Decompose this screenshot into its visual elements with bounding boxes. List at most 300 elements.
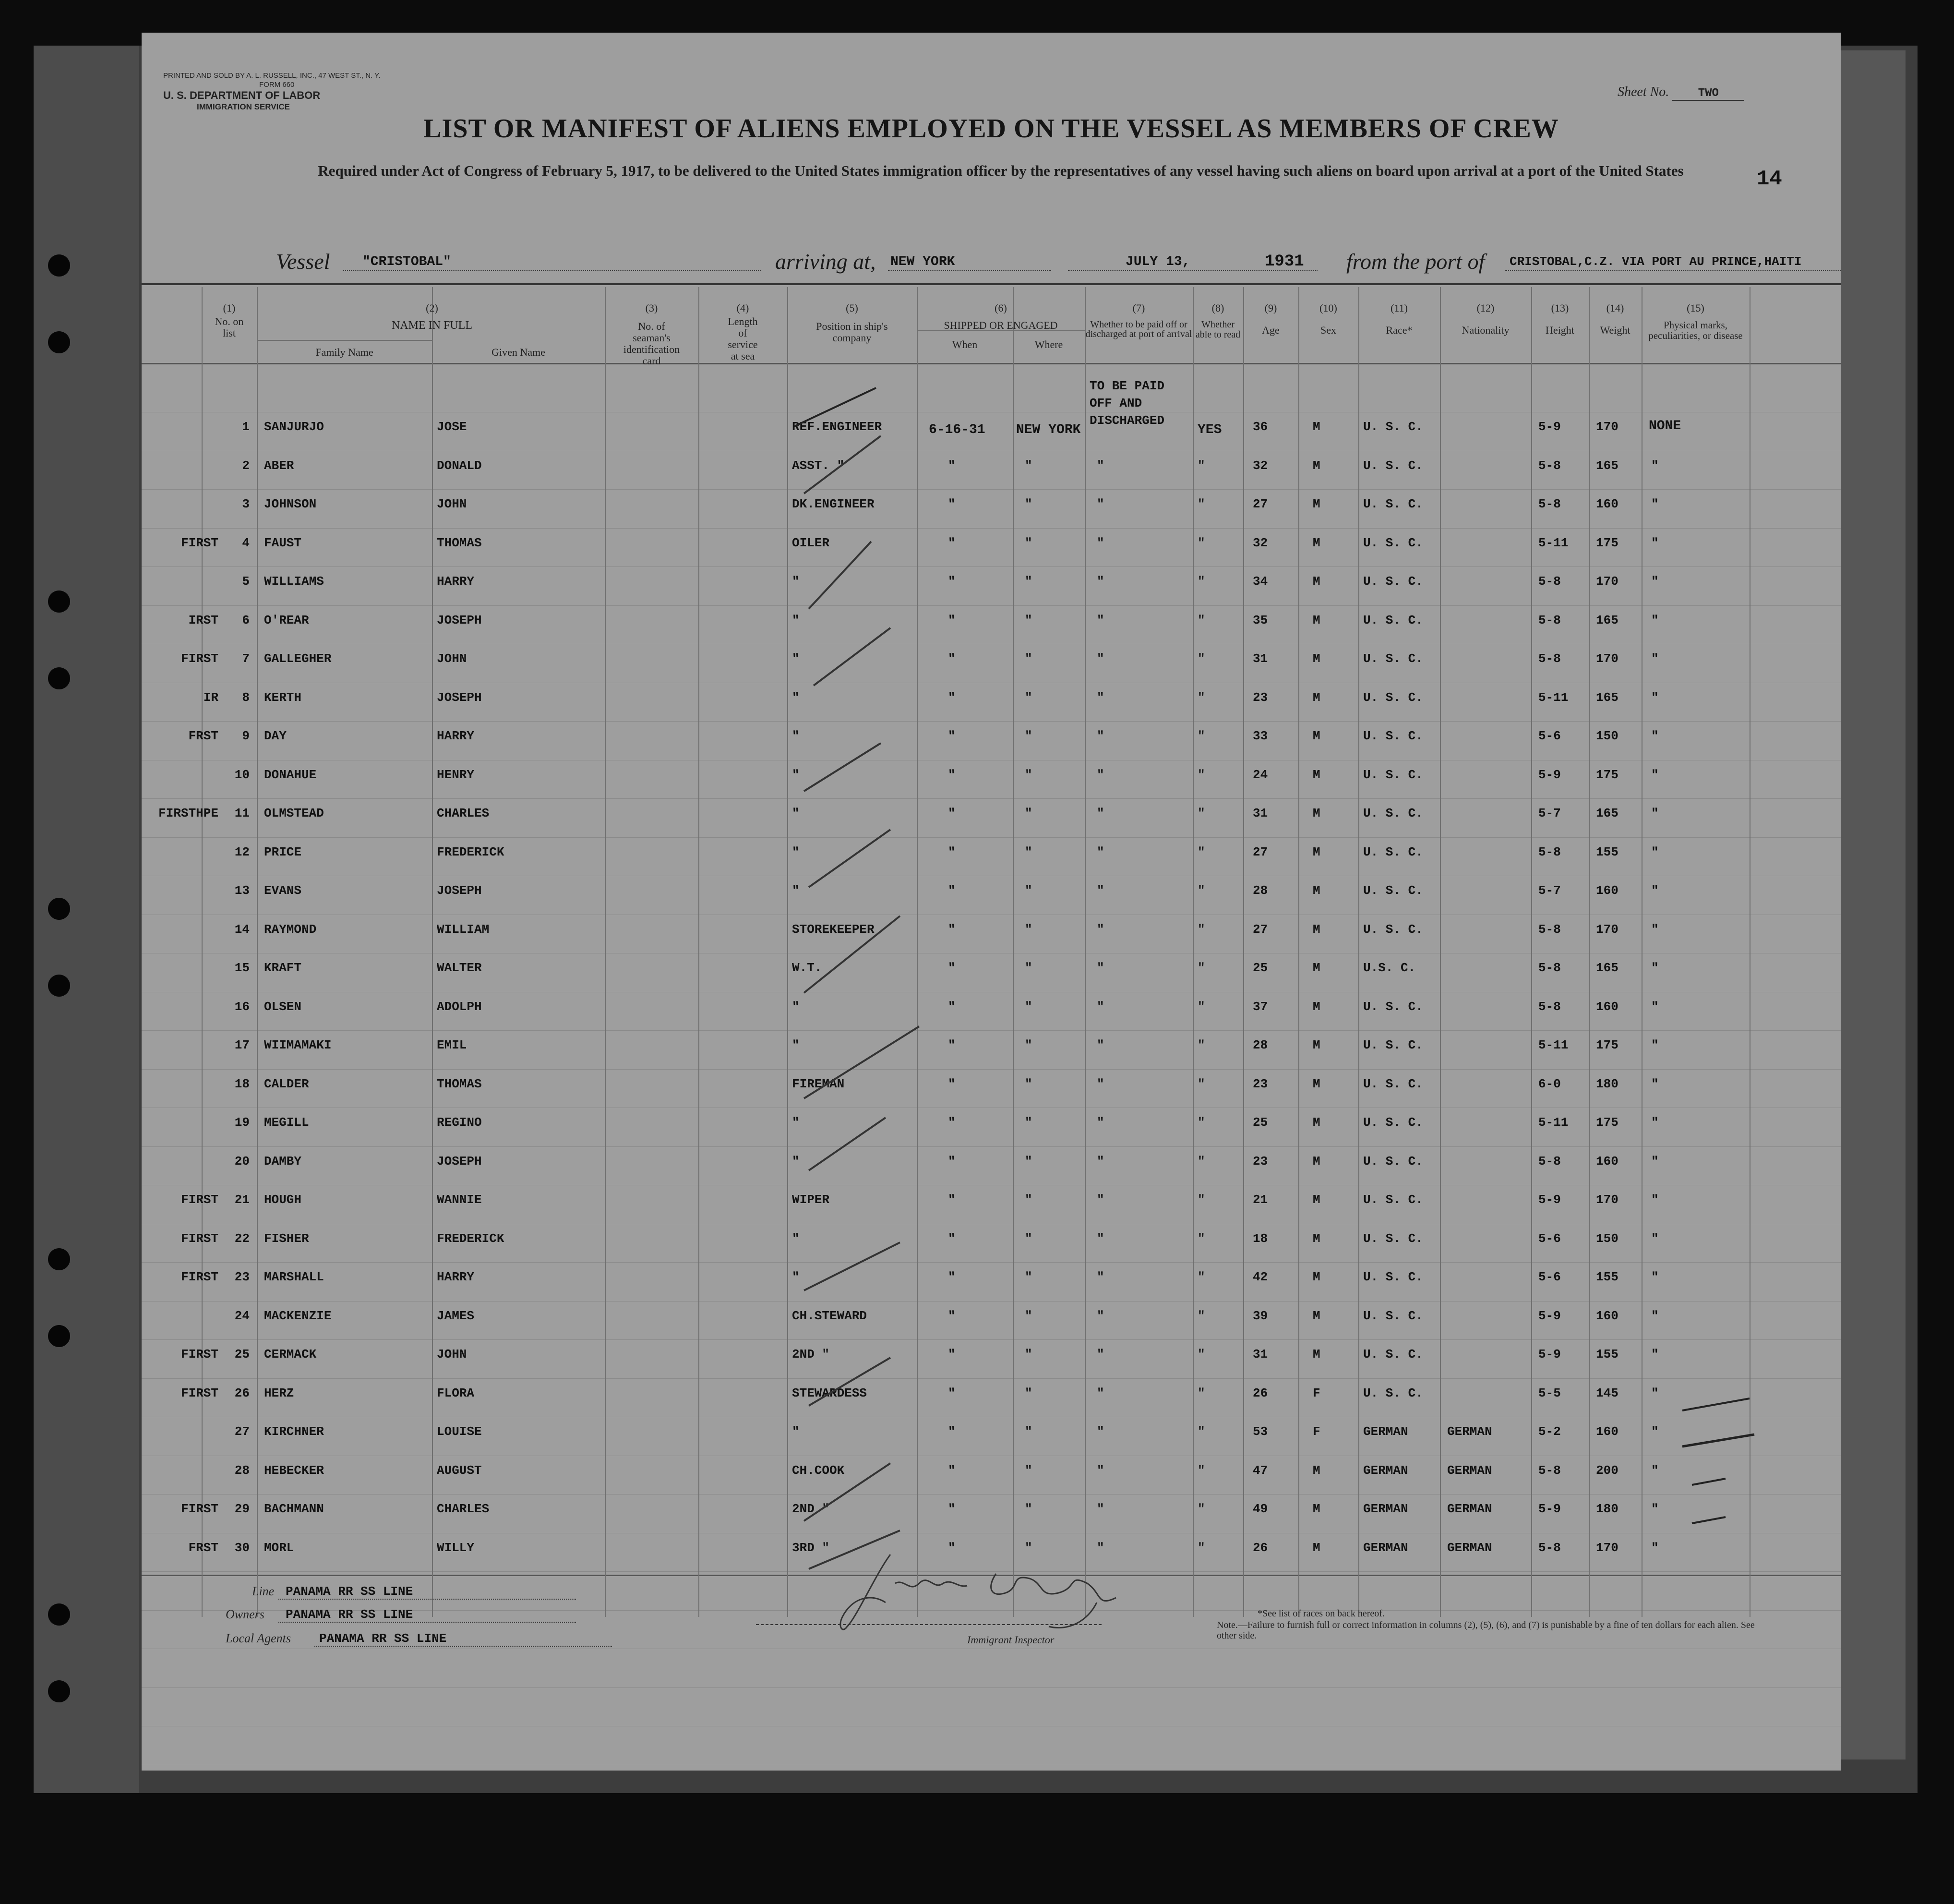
- race: U. S. C.: [1363, 1386, 1423, 1400]
- age: 28: [1253, 883, 1268, 898]
- weight: 155: [1596, 1347, 1618, 1362]
- given-name: FREDERICK: [437, 844, 504, 859]
- col-11-title: Race*: [1386, 324, 1413, 336]
- marks-ditto: ": [1651, 1115, 1659, 1130]
- position: STOREKEEPER: [792, 922, 875, 937]
- ditto-mark: ": [948, 574, 956, 589]
- col-15-number: (15): [1687, 302, 1704, 314]
- ditto-mark: ": [1097, 729, 1104, 743]
- weight: 165: [1596, 458, 1618, 473]
- family-name: JOHNSON: [264, 497, 317, 511]
- marks-ditto: ": [1651, 458, 1659, 473]
- col-3-header: [605, 302, 698, 367]
- ditto-mark: ": [1198, 613, 1205, 627]
- sex: M: [1313, 961, 1320, 975]
- position: ": [792, 651, 800, 666]
- row-number: 25: [234, 1347, 250, 1362]
- document-subtitle: Required under Act of Congress of February 5, 1917, to be delivered to the United States immigration officer by the representatives of any vessel having such aliens on board upon arrival at a port of the United States: [318, 162, 1684, 179]
- binder-hole: [48, 331, 70, 353]
- row-number: 4: [242, 535, 250, 550]
- family-name: DAMBY: [264, 1154, 302, 1169]
- row1-read: YES: [1198, 422, 1222, 437]
- ditto-mark: ": [948, 1270, 956, 1284]
- sex: M: [1313, 497, 1320, 511]
- age: 18: [1253, 1231, 1268, 1246]
- ditto-mark: ": [1198, 1308, 1205, 1323]
- col-2-number: (2): [426, 302, 438, 314]
- marks-ditto: ": [1651, 574, 1659, 589]
- ditto-mark: ": [1025, 497, 1032, 511]
- given-name: REGINO: [437, 1115, 482, 1130]
- ditto-mark: ": [1025, 1424, 1032, 1439]
- sex: M: [1313, 729, 1320, 743]
- sex: F: [1313, 1424, 1320, 1439]
- col-7-header: [1085, 302, 1193, 339]
- marks-ditto: ": [1651, 883, 1659, 898]
- weight: 165: [1596, 690, 1618, 705]
- row-note: FIRST: [180, 1193, 218, 1207]
- position: ": [792, 1424, 800, 1439]
- marks-ditto: ": [1651, 1076, 1659, 1091]
- given-name: JOSEPH: [437, 1154, 482, 1169]
- weight: 180: [1596, 1076, 1618, 1091]
- race: U. S. C.: [1363, 1038, 1423, 1052]
- height: 5-6: [1538, 1270, 1561, 1284]
- col-15-header: [1642, 302, 1750, 341]
- nationality: GERMAN: [1447, 1424, 1492, 1439]
- given-name: WILLIAM: [437, 922, 490, 937]
- sex: M: [1313, 922, 1320, 937]
- col-12-number: (12): [1476, 302, 1495, 314]
- ditto-mark: ": [1198, 1076, 1205, 1091]
- position: FIREMAN: [792, 1076, 845, 1091]
- marks-pen-strokes: [1663, 1377, 1807, 1550]
- col-10-number: (10): [1319, 302, 1337, 314]
- printer-text: PRINTED AND SOLD BY A. L. RUSSELL, INC., 47 WEST ST., N. Y.: [163, 72, 381, 80]
- given-name: ADOLPH: [437, 999, 482, 1014]
- family-name: ABER: [264, 458, 294, 473]
- race: GERMAN: [1363, 1502, 1408, 1516]
- height: 5-8: [1538, 1154, 1561, 1169]
- age: 34: [1253, 574, 1268, 589]
- marks-ditto: ": [1651, 1038, 1659, 1052]
- row-number: 8: [242, 690, 250, 705]
- position: ": [792, 767, 800, 782]
- height: 5-9: [1538, 1193, 1561, 1207]
- given-name: FREDERICK: [437, 1231, 504, 1246]
- col-1-number: (1): [223, 302, 236, 314]
- weight: 160: [1596, 1424, 1618, 1439]
- binder-hole: [48, 1325, 70, 1347]
- from-port: CRISTOBAL,C.Z. VIA PORT AU PRINCE,HAITI: [1510, 254, 1802, 269]
- sex: M: [1313, 690, 1320, 705]
- document-title: LIST OR MANIFEST OF ALIENS EMPLOYED ON THE VESSEL AS MEMBERS OF CREW: [423, 114, 1559, 144]
- position: ": [792, 999, 800, 1014]
- owners-label: Owners: [226, 1607, 264, 1621]
- ditto-mark: ": [1198, 1231, 1205, 1246]
- ditto-mark: ": [948, 1463, 956, 1478]
- position: CH.COOK: [792, 1463, 845, 1478]
- binder-hole: [48, 667, 70, 689]
- marks-ditto: ": [1651, 922, 1659, 937]
- family-name: HEBECKER: [264, 1463, 324, 1478]
- ditto-mark: ": [948, 806, 956, 820]
- col-4-header: [698, 302, 787, 362]
- agents-value: PANAMA RR SS LINE: [319, 1631, 447, 1646]
- binder-hole: [48, 898, 70, 920]
- binder-hole: [48, 1680, 70, 1702]
- given-name: JOSEPH: [437, 883, 482, 898]
- height: 5-7: [1538, 806, 1561, 820]
- ditto-mark: ": [1097, 1308, 1104, 1323]
- race: U. S. C.: [1363, 574, 1423, 589]
- ditto-mark: ": [1025, 1502, 1032, 1516]
- ditto-mark: ": [948, 1502, 956, 1516]
- height: 5-8: [1538, 497, 1561, 511]
- arriving-port: NEW YORK: [890, 254, 955, 269]
- ditto-mark: ": [948, 1424, 956, 1439]
- row-number: 24: [234, 1308, 250, 1323]
- sex: M: [1313, 1308, 1320, 1323]
- ditto-mark: ": [948, 1154, 956, 1169]
- sex: M: [1313, 999, 1320, 1014]
- ditto-mark: ": [1025, 613, 1032, 627]
- sex: M: [1313, 1347, 1320, 1362]
- marks-ditto: ": [1651, 497, 1659, 511]
- row-number: 3: [242, 497, 250, 511]
- nationality: GERMAN: [1447, 1463, 1492, 1478]
- race: U. S. C.: [1363, 535, 1423, 550]
- ditto-mark: ": [948, 1347, 956, 1362]
- race: U. S. C.: [1363, 420, 1423, 434]
- column-divider: [257, 287, 258, 1617]
- ditto-mark: ": [1097, 574, 1104, 589]
- ditto-mark: ": [1025, 806, 1032, 820]
- row-note: FIRST: [180, 1502, 218, 1516]
- height: 5-7: [1538, 883, 1561, 898]
- binder-hole: [48, 975, 70, 997]
- ditto-mark: ": [1097, 1193, 1104, 1207]
- column-divider: [1440, 287, 1441, 1617]
- race: U. S. C.: [1363, 844, 1423, 859]
- height: 5-9: [1538, 767, 1561, 782]
- age: 31: [1253, 651, 1268, 666]
- ditto-mark: ": [948, 1231, 956, 1246]
- col-9-number: (9): [1264, 302, 1277, 314]
- age: 25: [1253, 961, 1268, 975]
- ditto-mark: ": [1198, 1463, 1205, 1478]
- row-number: 1: [242, 420, 250, 434]
- weight: 170: [1596, 574, 1618, 589]
- ditto-mark: ": [1025, 1076, 1032, 1091]
- weight: 170: [1596, 420, 1618, 434]
- col-2a-header: Family Name: [315, 346, 373, 358]
- sex: M: [1313, 420, 1320, 434]
- row-number: 28: [234, 1463, 250, 1478]
- ditto-mark: ": [1097, 1154, 1104, 1169]
- inspector-label: Immigrant Inspector: [967, 1634, 1055, 1646]
- ditto-mark: ": [948, 1193, 956, 1207]
- height: 5-8: [1538, 999, 1561, 1014]
- position: ": [792, 613, 800, 627]
- ditto-mark: ": [1198, 497, 1205, 511]
- weight: 150: [1596, 1231, 1618, 1246]
- family-name: DAY: [264, 729, 287, 743]
- column-divider: [1193, 287, 1194, 1617]
- ditto-mark: ": [948, 961, 956, 975]
- age: 23: [1253, 1076, 1268, 1091]
- ditto-mark: ": [1025, 1386, 1032, 1400]
- race: U. S. C.: [1363, 497, 1423, 511]
- penalty-note: Note.—Failure to furnish full or correct information in columns (2), (5), (6), and (7) is punishable by a fine of ten dollars for each alien. See other side.: [1217, 1620, 1755, 1641]
- sex: M: [1313, 535, 1320, 550]
- race: U. S. C.: [1363, 999, 1423, 1014]
- ditto-mark: ": [1198, 535, 1205, 550]
- family-name: MORL: [264, 1540, 294, 1555]
- column-divider: [202, 287, 203, 1617]
- column-divider: [1243, 287, 1244, 1617]
- sex: M: [1313, 883, 1320, 898]
- marks-ditto: ": [1651, 844, 1659, 859]
- ditto-mark: ": [1025, 729, 1032, 743]
- family-name: HOUGH: [264, 1193, 302, 1207]
- ditto-mark: ": [1097, 1424, 1104, 1439]
- race: U. S. C.: [1363, 613, 1423, 627]
- sex: M: [1313, 574, 1320, 589]
- marks-ditto: ": [1651, 535, 1659, 550]
- row-note: FIRSTHPE: [158, 806, 218, 820]
- given-name: CHARLES: [437, 806, 490, 820]
- col-7-number: (7): [1132, 302, 1145, 314]
- name-subdivider: [257, 340, 432, 341]
- sex: M: [1313, 1463, 1320, 1478]
- col-15-title: Physical marks, peculiarities, or disease: [1648, 319, 1743, 341]
- col-2b-header: Given Name: [491, 346, 545, 358]
- ditto-mark: ": [1198, 1540, 1205, 1555]
- row-number: 27: [234, 1424, 250, 1439]
- marks-ditto: ": [1651, 806, 1659, 820]
- race: U.S. C.: [1363, 961, 1416, 975]
- family-name: KRAFT: [264, 961, 302, 975]
- ditto-mark: ": [1025, 922, 1032, 937]
- marks-ditto: ": [1651, 1424, 1659, 1439]
- height: 5-11: [1538, 1115, 1569, 1130]
- col-11-header: [1358, 302, 1440, 336]
- given-name: WILLY: [437, 1540, 475, 1555]
- column-divider: [1589, 287, 1590, 1617]
- from-underline: [1505, 270, 1841, 271]
- ditto-mark: ": [1097, 1231, 1104, 1246]
- sex: M: [1313, 1076, 1320, 1091]
- ditto-mark: ": [948, 458, 956, 473]
- marks-ditto: ": [1651, 1386, 1659, 1400]
- height: 5-9: [1538, 1347, 1561, 1362]
- ditto-mark: ": [1025, 767, 1032, 782]
- ditto-mark: ": [1097, 883, 1104, 898]
- binder-hole: [48, 590, 70, 613]
- col-8-title: Whether able to read: [1195, 319, 1241, 340]
- weight: 175: [1596, 1115, 1618, 1130]
- row-note: FRST: [188, 729, 218, 743]
- column-divider: [698, 287, 699, 1617]
- family-name: O'REAR: [264, 613, 309, 627]
- age: 24: [1253, 767, 1268, 782]
- row-number: 23: [234, 1270, 250, 1284]
- ditto-mark: ": [1198, 1154, 1205, 1169]
- ditto-mark: ": [1198, 1038, 1205, 1052]
- family-name: MEGILL: [264, 1115, 309, 1130]
- ditto-mark: ": [1025, 1270, 1032, 1284]
- col-14-title: Weight: [1600, 324, 1630, 336]
- given-name: LOUISE: [437, 1424, 482, 1439]
- position: ": [792, 883, 800, 898]
- age: 31: [1253, 806, 1268, 820]
- given-name: JOSE: [437, 420, 467, 434]
- ditto-mark: ": [1198, 922, 1205, 937]
- ditto-mark: ": [1097, 458, 1104, 473]
- sheet-no-value: TWO: [1672, 87, 1744, 101]
- given-name: FLORA: [437, 1386, 475, 1400]
- sex: F: [1313, 1386, 1320, 1400]
- race: U. S. C.: [1363, 1270, 1423, 1284]
- row-number: 5: [242, 574, 250, 589]
- col-13-number: (13): [1551, 302, 1569, 314]
- position: ": [792, 574, 800, 589]
- marks-ditto: ": [1651, 651, 1659, 666]
- age: 36: [1253, 420, 1268, 434]
- ditto-mark: ": [1097, 922, 1104, 937]
- age: 49: [1253, 1502, 1268, 1516]
- ditto-mark: ": [1025, 690, 1032, 705]
- row-note: IRST: [188, 613, 218, 627]
- given-name: THOMAS: [437, 1076, 482, 1091]
- row-number: 14: [234, 922, 250, 937]
- weight: 160: [1596, 1308, 1618, 1323]
- age: 27: [1253, 922, 1268, 937]
- ditto-mark: ": [948, 999, 956, 1014]
- ditto-mark: ": [1198, 999, 1205, 1014]
- race: U. S. C.: [1363, 1308, 1423, 1323]
- row-note: FIRST: [180, 1270, 218, 1284]
- ditto-mark: ": [1097, 613, 1104, 627]
- form-label: FORM 660: [259, 81, 295, 89]
- race: U. S. C.: [1363, 806, 1423, 820]
- given-name: WANNIE: [437, 1193, 482, 1207]
- marks-ditto: ": [1651, 1154, 1659, 1169]
- race: U. S. C.: [1363, 690, 1423, 705]
- row-number: 29: [234, 1502, 250, 1516]
- ditto-mark: ": [948, 535, 956, 550]
- sex: M: [1313, 806, 1320, 820]
- marks-ditto: ": [1651, 1502, 1659, 1516]
- family-name: EVANS: [264, 883, 302, 898]
- age: 28: [1253, 1038, 1268, 1052]
- races-note: *See list of races on back hereof.: [1258, 1608, 1385, 1619]
- ditto-mark: ": [1198, 961, 1205, 975]
- ditto-mark: ": [1198, 729, 1205, 743]
- given-name: HENRY: [437, 767, 475, 782]
- height: 5-8: [1538, 1463, 1561, 1478]
- family-name: FAUST: [264, 535, 302, 550]
- race: GERMAN: [1363, 1540, 1408, 1555]
- col-3-number: (3): [645, 302, 658, 314]
- ditto-mark: ": [1097, 1463, 1104, 1478]
- family-name: DONAHUE: [264, 767, 317, 782]
- given-name: JOSEPH: [437, 690, 482, 705]
- position: DK.ENGINEER: [792, 497, 875, 511]
- col-4-number: (4): [736, 302, 749, 314]
- height: 5-5: [1538, 1386, 1561, 1400]
- ditto-mark: ": [1097, 1270, 1104, 1284]
- line-value: PANAMA RR SS LINE: [286, 1584, 413, 1599]
- col-6a-header: When: [952, 338, 978, 350]
- family-name: PRICE: [264, 844, 302, 859]
- column-divider: [1531, 287, 1532, 1617]
- age: 23: [1253, 690, 1268, 705]
- position: ": [792, 1231, 800, 1246]
- age: 39: [1253, 1308, 1268, 1323]
- sheet-number: [1618, 84, 1744, 101]
- col-14-header: [1589, 302, 1642, 336]
- given-name: DONALD: [437, 458, 482, 473]
- sex: M: [1313, 1154, 1320, 1169]
- row1-when: 6-16-31: [929, 422, 985, 437]
- given-name: JOHN: [437, 651, 467, 666]
- position: ": [792, 806, 800, 820]
- arriving-label: arriving at,: [775, 249, 876, 274]
- header-bottom-rule: [142, 363, 1841, 364]
- col-10-header: [1298, 302, 1358, 336]
- ditto-mark: ": [1198, 690, 1205, 705]
- age: 26: [1253, 1386, 1268, 1400]
- ditto-mark: ": [1097, 1502, 1104, 1516]
- inspector-signature: [838, 1545, 1145, 1641]
- age: 23: [1253, 1154, 1268, 1169]
- family-name: WILLIAMS: [264, 574, 324, 589]
- weight: 155: [1596, 844, 1618, 859]
- column-divider: [1358, 287, 1359, 1617]
- ditto-mark: ": [948, 690, 956, 705]
- ditto-mark: ": [1097, 497, 1104, 511]
- marks-ditto: ": [1651, 1308, 1659, 1323]
- col-10-title: Sex: [1320, 324, 1336, 336]
- given-name: JAMES: [437, 1308, 475, 1323]
- col-6-title: SHIPPED OR ENGAGED: [944, 319, 1058, 331]
- line-underline: [278, 1599, 576, 1600]
- col-14-number: (14): [1606, 302, 1624, 314]
- race: U. S. C.: [1363, 767, 1423, 782]
- ditto-mark: ": [1025, 535, 1032, 550]
- ditto-mark: ": [1025, 1193, 1032, 1207]
- weight: 160: [1596, 497, 1618, 511]
- row-number: 16: [234, 999, 250, 1014]
- weight: 165: [1596, 613, 1618, 627]
- position: ": [792, 844, 800, 859]
- height: 5-8: [1538, 574, 1561, 589]
- position: ASST. ": [792, 458, 845, 473]
- ditto-mark: ": [1097, 999, 1104, 1014]
- col-1-title: No. on list: [215, 315, 244, 339]
- height: 5-8: [1538, 613, 1561, 627]
- ditto-mark: ": [1198, 1193, 1205, 1207]
- ditto-mark: ": [1097, 1115, 1104, 1130]
- sex: M: [1313, 1540, 1320, 1555]
- ditto-mark: ": [1097, 1386, 1104, 1400]
- ditto-mark: ": [1025, 1463, 1032, 1478]
- race: U. S. C.: [1363, 1115, 1423, 1130]
- position: W.T.: [792, 961, 822, 975]
- ditto-mark: ": [1025, 1347, 1032, 1362]
